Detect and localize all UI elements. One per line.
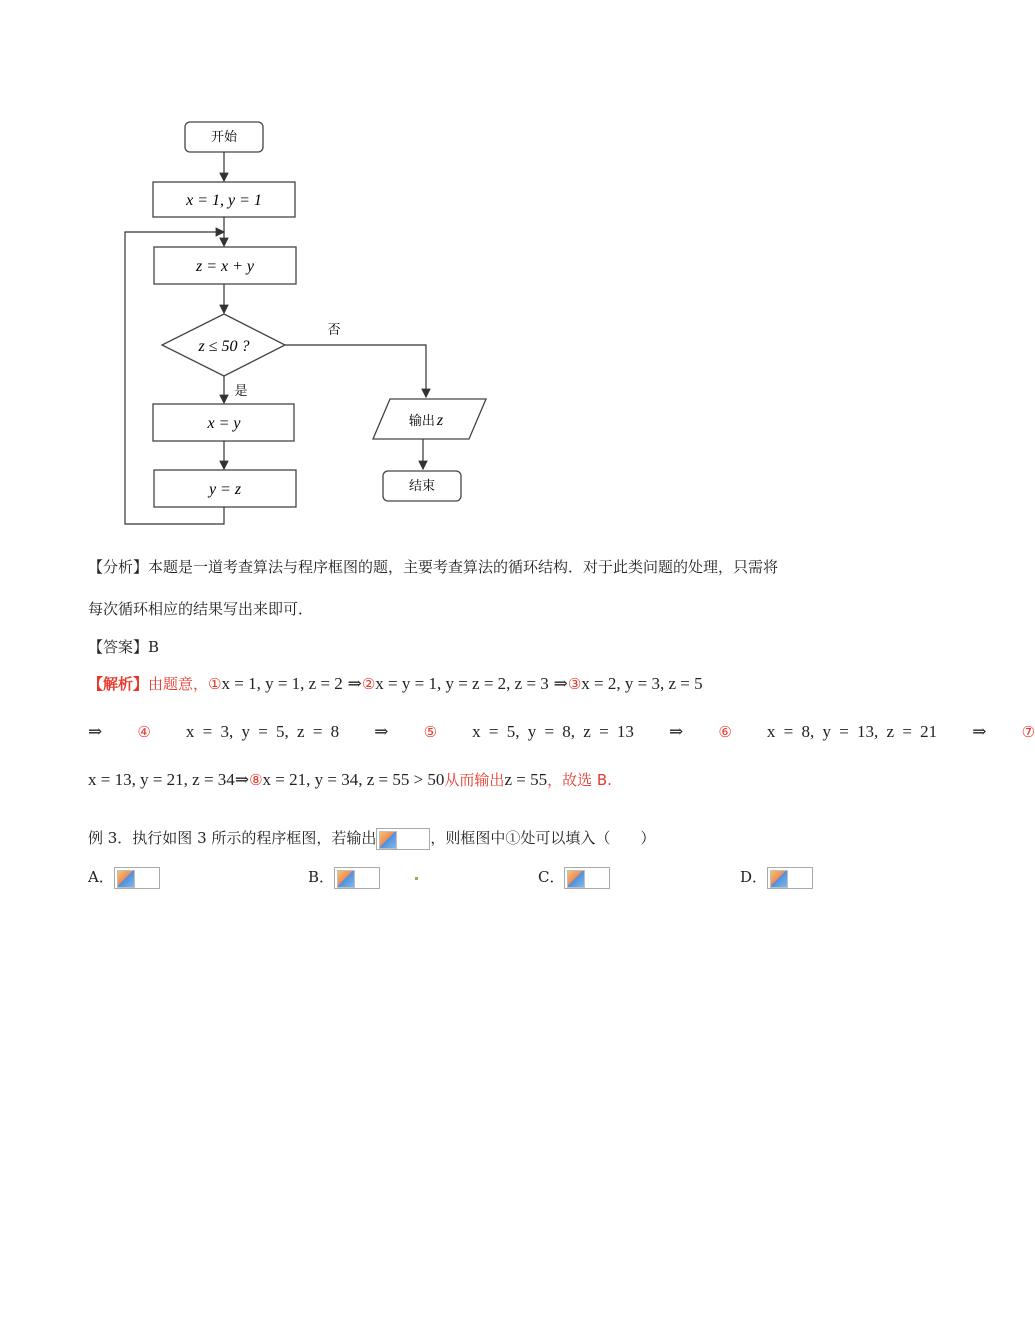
solution-tag: 【解析】: [88, 675, 149, 693]
option-d[interactable]: [740, 866, 813, 889]
no-label: 否: [327, 323, 341, 338]
stray-dot: [415, 877, 418, 880]
example3-suffix: ，则框图中①处可以填入（ ）: [430, 829, 656, 847]
broken-image-icon: [379, 831, 397, 849]
option-b-image: [334, 867, 380, 889]
step4-math: x = 3, y = 5, z = 8: [185, 722, 340, 741]
arrow-5: ⇒: [669, 722, 684, 741]
option-c-label: C．: [538, 868, 565, 886]
broken-image-icon: [117, 870, 135, 888]
step5-mark: ⑤: [423, 723, 438, 741]
step2-math: x = y = 1, y = z = 2, z = 3: [375, 674, 549, 693]
solution-intro: 由题意，: [148, 675, 209, 693]
arrow-1: ⇒: [347, 674, 362, 693]
analysis-text-1: 本题是一道考查算法与程序框图的题，主要考查算法的循环结构．对于此类问题的处理，只需将: [148, 558, 779, 576]
conclusion-text-b: ，故选 B.: [547, 771, 612, 789]
arrow-4: ⇒: [374, 722, 389, 741]
broken-image-icon: [337, 870, 355, 888]
step7-math: x = 13, y = 21, z = 34: [88, 770, 235, 789]
step6-mark: ⑥: [718, 723, 732, 741]
step3-mark: ③: [567, 675, 582, 693]
step2-mark: ②: [361, 675, 376, 693]
condition-label: z ≤ 50 ?: [198, 338, 250, 355]
step6-math: x = 8, y = 13, z = 21: [766, 722, 938, 741]
conclusion-text-a: 从而输出: [444, 771, 505, 789]
example3-prefix: 例 3．执行如图 3 所示的程序框图，若输出: [88, 829, 377, 847]
start-label: 开始: [210, 130, 238, 145]
option-a[interactable]: [88, 866, 160, 889]
step8-math: x = 21, y = 34, z = 55 > 50: [262, 770, 445, 789]
option-c[interactable]: [538, 866, 610, 889]
init-label: x = 1, y = 1: [186, 192, 262, 209]
flowchart: [0, 0, 950, 540]
option-b[interactable]: [308, 866, 380, 889]
arrow-2: ⇒: [553, 674, 568, 693]
assign-y-label: y = z: [208, 481, 242, 498]
step5-math: x = 5, y = 8, z = 13: [472, 722, 634, 741]
option-a-image: [114, 867, 160, 889]
option-d-label: D．: [740, 868, 768, 886]
example3-question: [88, 827, 655, 850]
step1-mark: ①: [208, 675, 222, 693]
answer-value: B: [148, 638, 160, 656]
analysis-tag: 【分析】: [88, 558, 149, 576]
solution-line-2: [88, 722, 1035, 742]
step7-mark: ⑦: [1021, 723, 1035, 741]
broken-image-icon: [567, 870, 585, 888]
output-text: 输出: [408, 414, 435, 429]
assign-x-label: x = y: [207, 415, 241, 432]
analysis-line-2: [88, 598, 313, 619]
option-d-image: [767, 867, 813, 889]
arrow-6: ⇒: [972, 722, 987, 741]
broken-image-icon: [770, 870, 788, 888]
arrow-7: ⇒: [234, 770, 250, 789]
option-c-image: [564, 867, 610, 889]
option-a-label: A．: [88, 868, 114, 886]
step3-math: x = 2, y = 3, z = 5: [581, 674, 703, 693]
output-label: [409, 412, 444, 429]
yes-label: 是: [234, 384, 248, 399]
step1-math: x = 1, y = 1, z = 2: [221, 674, 343, 693]
end-label: 结束: [408, 479, 436, 494]
conclusion-math: z = 55: [504, 770, 548, 789]
analysis-line-1: [88, 556, 778, 577]
missing-image-icon: [376, 828, 430, 850]
step8-mark: ⑧: [249, 771, 263, 789]
output-var: z: [436, 412, 444, 429]
assign-z-label: z = x + y: [195, 258, 255, 275]
solution-line-3: [88, 769, 612, 790]
solution-line-1: [88, 673, 703, 694]
step4-mark: ④: [137, 723, 151, 741]
analysis-text-2: 每次循环相应的结果写出来即可．: [88, 600, 314, 618]
arrow-3: ⇒: [88, 722, 103, 741]
option-b-label: B．: [308, 868, 335, 886]
answer-line: [88, 636, 159, 657]
answer-tag: 【答案】: [88, 638, 149, 656]
no-branch-line: [285, 345, 426, 397]
